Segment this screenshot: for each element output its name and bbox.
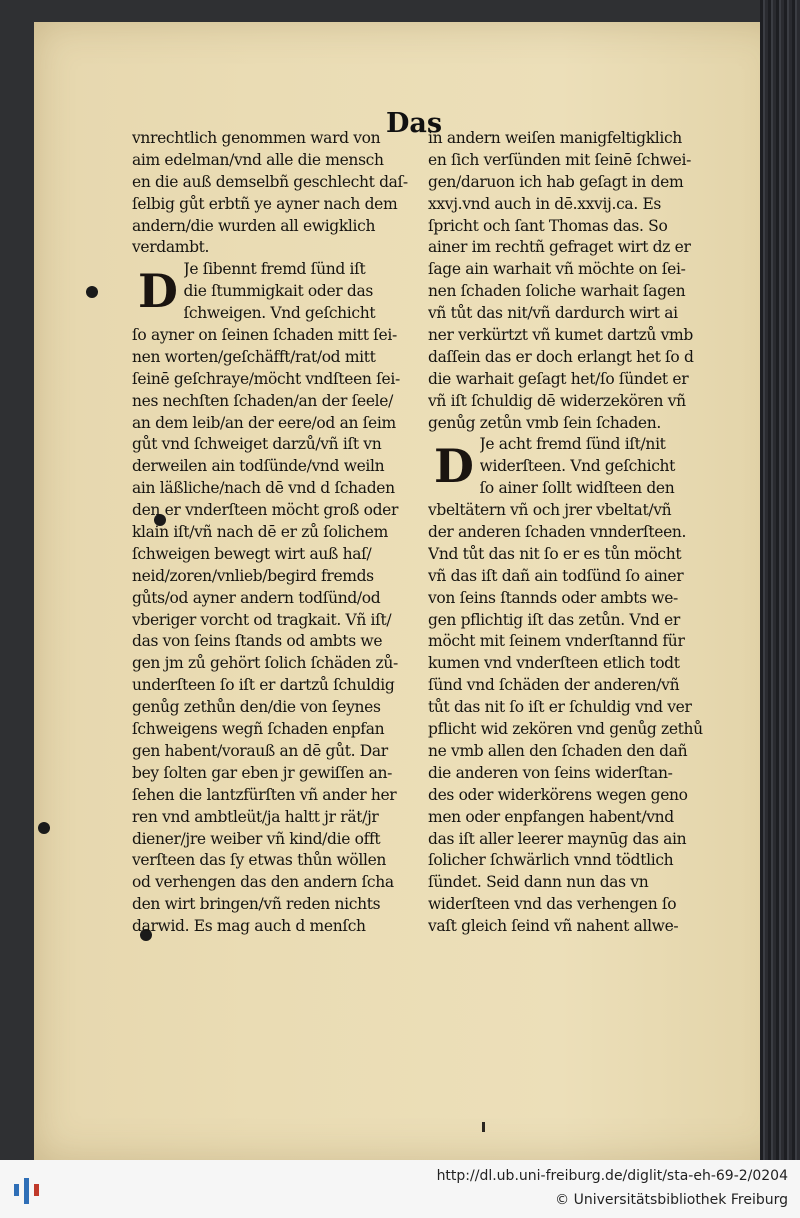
book-binding <box>760 0 800 1160</box>
text-line: daſſein das er doch erlangt het ſo d <box>428 347 694 366</box>
text-line: ſolicher ſchwärlich vnnd tödtlich <box>428 851 674 870</box>
sewing-hole <box>38 822 50 834</box>
text-line: darwid. Es mag auch d menſch <box>132 917 366 936</box>
text-line: ſchweigen. Vnd geſchicht <box>183 304 376 323</box>
text-line: nen ſchaden ſoliche warhait ſagen <box>428 282 686 301</box>
text-line: gen/daruon ich hab geſagt in dem <box>428 172 684 191</box>
text-line: verſteen das ſy etwas thůn wöllen <box>132 851 387 870</box>
text-line: ſo ayner on ſeinen ſchaden mitt ſei- <box>132 326 397 345</box>
text-line: nes nechſten ſchaden/an der ſeele/ <box>132 391 393 410</box>
text-line: tůt das nit ſo iſt er ſchuldig vnd ver <box>428 698 692 717</box>
text-line: od verhengen das den andern ſcha <box>132 873 394 892</box>
text-line: diener/jre weiber vñ kind/die offt <box>132 829 381 848</box>
page-url-link[interactable]: http://dl.ub.uni-freiburg.de/diglit/sta-eh-69-2/0204 <box>436 1168 788 1184</box>
text-line: von ſeins ſtannds oder ambts we- <box>428 588 678 607</box>
text-line: ſchweigens wegñ ſchaden enpfan <box>132 720 385 739</box>
text-line: andern/die wurden all ewigklich <box>132 216 376 235</box>
text-line: vñ das iſt dañ ain todſünd ſo ainer <box>428 566 684 585</box>
text-line: pflicht wid zekören vnd genůg zethů <box>428 720 703 739</box>
text-column-right <box>428 128 738 938</box>
text-line: gen habent/vorauß an dē gůt. Dar <box>132 741 388 760</box>
text-line: widerſteen. Vnd geſchicht <box>479 457 676 476</box>
text-line: ain läßliche/nach dē vnd d ſchaden <box>132 479 395 498</box>
text-line: underſteen ſo iſt er dartzů ſchuldig <box>132 676 395 695</box>
text-line: bey ſolten gar eben jr gewiſſen an- <box>132 763 393 782</box>
text-line: das iſt aller leerer maynūg das ain <box>428 829 687 848</box>
text-line: kumen vnd vnderſteen etlich todt <box>428 654 680 673</box>
text-line: die warhait geſagt het/ſo ſündet er <box>428 369 689 388</box>
text-line: der anderen ſchaden vnnderſteen. <box>428 523 687 542</box>
text-line: das von ſeins ſtands od ambts we <box>132 632 383 651</box>
decorated-initial: D <box>138 264 178 319</box>
text-column-left <box>132 128 432 938</box>
text-line: vbeltätern vñ och jrer vbeltat/vñ <box>428 501 672 520</box>
text-line: ſünd vnd ſchäden der anderen/vñ <box>428 676 680 695</box>
text-line: in andern weiſen manigfeltigklich <box>428 129 682 147</box>
text-line: Je ſibennt fremd ſünd iſt <box>183 260 366 279</box>
text-line: Vnd tůt das nit ſo er es tůn möcht <box>428 544 682 563</box>
text-line: möcht mit ſeinem vnderſtannd für <box>428 632 685 651</box>
text-line: ne vmb allen den ſchaden den dañ <box>428 741 688 760</box>
text-line: vaſt gleich ſeind vñ nahent allwe- <box>428 917 679 936</box>
text-line: des oder widerkörens wegen geno <box>428 785 688 804</box>
text-line: nen worten/geſchäfft/rat/od mitt <box>132 347 376 366</box>
text-line: Je acht fremd ſünd iſt/nit <box>479 435 666 454</box>
text-line: den wirt bringen/vñ reden nichts <box>132 895 381 914</box>
text-line: den er vnderſteen möcht groß oder <box>132 501 399 520</box>
text-line: ſehen die lantzfürſten vñ ander her <box>132 785 397 804</box>
text-line: die ſtummigkait oder das <box>183 282 373 301</box>
text-line: ſelbig gůt erbtñ ye ayner nach dem <box>132 194 398 213</box>
text-line: ainer im rechtñ gefraget wirt dz er <box>428 238 691 257</box>
text-line: ſpricht och ſant Thomas das. So <box>428 216 668 235</box>
text-line: xxvj.vnd auch in dē.xxvij.ca. Es <box>428 194 662 213</box>
text-line: en ſich verſünden mit ſeinē ſchwei- <box>428 150 691 169</box>
text-line: gůts/od ayner andern todſünd/od <box>132 588 381 607</box>
text-line: vñ tůt das nit/vñ dardurch wirt ai <box>428 304 678 323</box>
viewer-footer <box>0 1160 800 1218</box>
text-line: ſündet. Seid dann nun das vn <box>428 873 649 892</box>
text-line: vñ iſt ſchuldig dē widerzekören vñ <box>428 391 686 410</box>
text-line: en die auß demselbñ geschlecht daſ- <box>132 172 408 191</box>
text-line: widerſteen vnd das verhengen ſo <box>428 895 677 914</box>
text-line: gůt vnd ſchweiget darzů/vñ iſt vn <box>132 435 382 454</box>
decorated-initial: D <box>434 439 474 494</box>
text-line: ner verkürtzt vñ kumet dartzů vmb <box>428 326 693 345</box>
text-line: neid/zoren/vnlieb/begird fremds <box>132 566 374 585</box>
page-mark <box>482 1122 485 1132</box>
text-line: vberiger vorcht od tragkait. Vñ iſt/ <box>132 610 392 629</box>
text-line: ren vnd ambtleüt/ja haltt jr rät/jr <box>132 807 379 826</box>
text-line: ſchweigen bewegt wirt auß haſ/ <box>132 544 372 563</box>
sewing-hole <box>86 286 98 298</box>
text-line: genůg zethůn den/die von ſeynes <box>132 698 381 717</box>
text-line: gen pflichtig iſt das zetůn. Vnd er <box>428 610 680 629</box>
text-line: klain iſt/vñ nach dē er zů ſolichem <box>132 523 388 542</box>
text-line: die anderen von ſeins widerſtan- <box>428 763 673 782</box>
text-line: gen jm zů gehört ſolich ſchäden zů- <box>132 654 398 673</box>
library-logo-icon <box>10 1170 50 1210</box>
copyright-notice: © Universitätsbibliothek Freiburg <box>555 1192 788 1208</box>
text-line: genůg zetůn vmb ſein ſchaden. <box>428 413 661 432</box>
header-word: Das <box>386 108 443 139</box>
text-line: derweilen ain todſünde/vnd weiln <box>132 457 385 476</box>
text-line: ſeinē geſchraye/möcht vndſteen ſei- <box>132 369 400 388</box>
text-line: ſo ainer ſollt widſteen den <box>479 479 675 498</box>
text-line: vnrechtlich genommen ward von <box>132 129 381 147</box>
text-line: ſage ain warhait vñ möchte on ſei- <box>428 260 686 279</box>
text-line: aim edelman/vnd alle die mensch <box>132 150 384 169</box>
text-line: verdambt. <box>132 238 210 257</box>
text-line: an dem leib/an der eere/od an ſeim <box>132 413 396 432</box>
text-line: men oder enpfangen habent/vnd <box>428 807 674 826</box>
